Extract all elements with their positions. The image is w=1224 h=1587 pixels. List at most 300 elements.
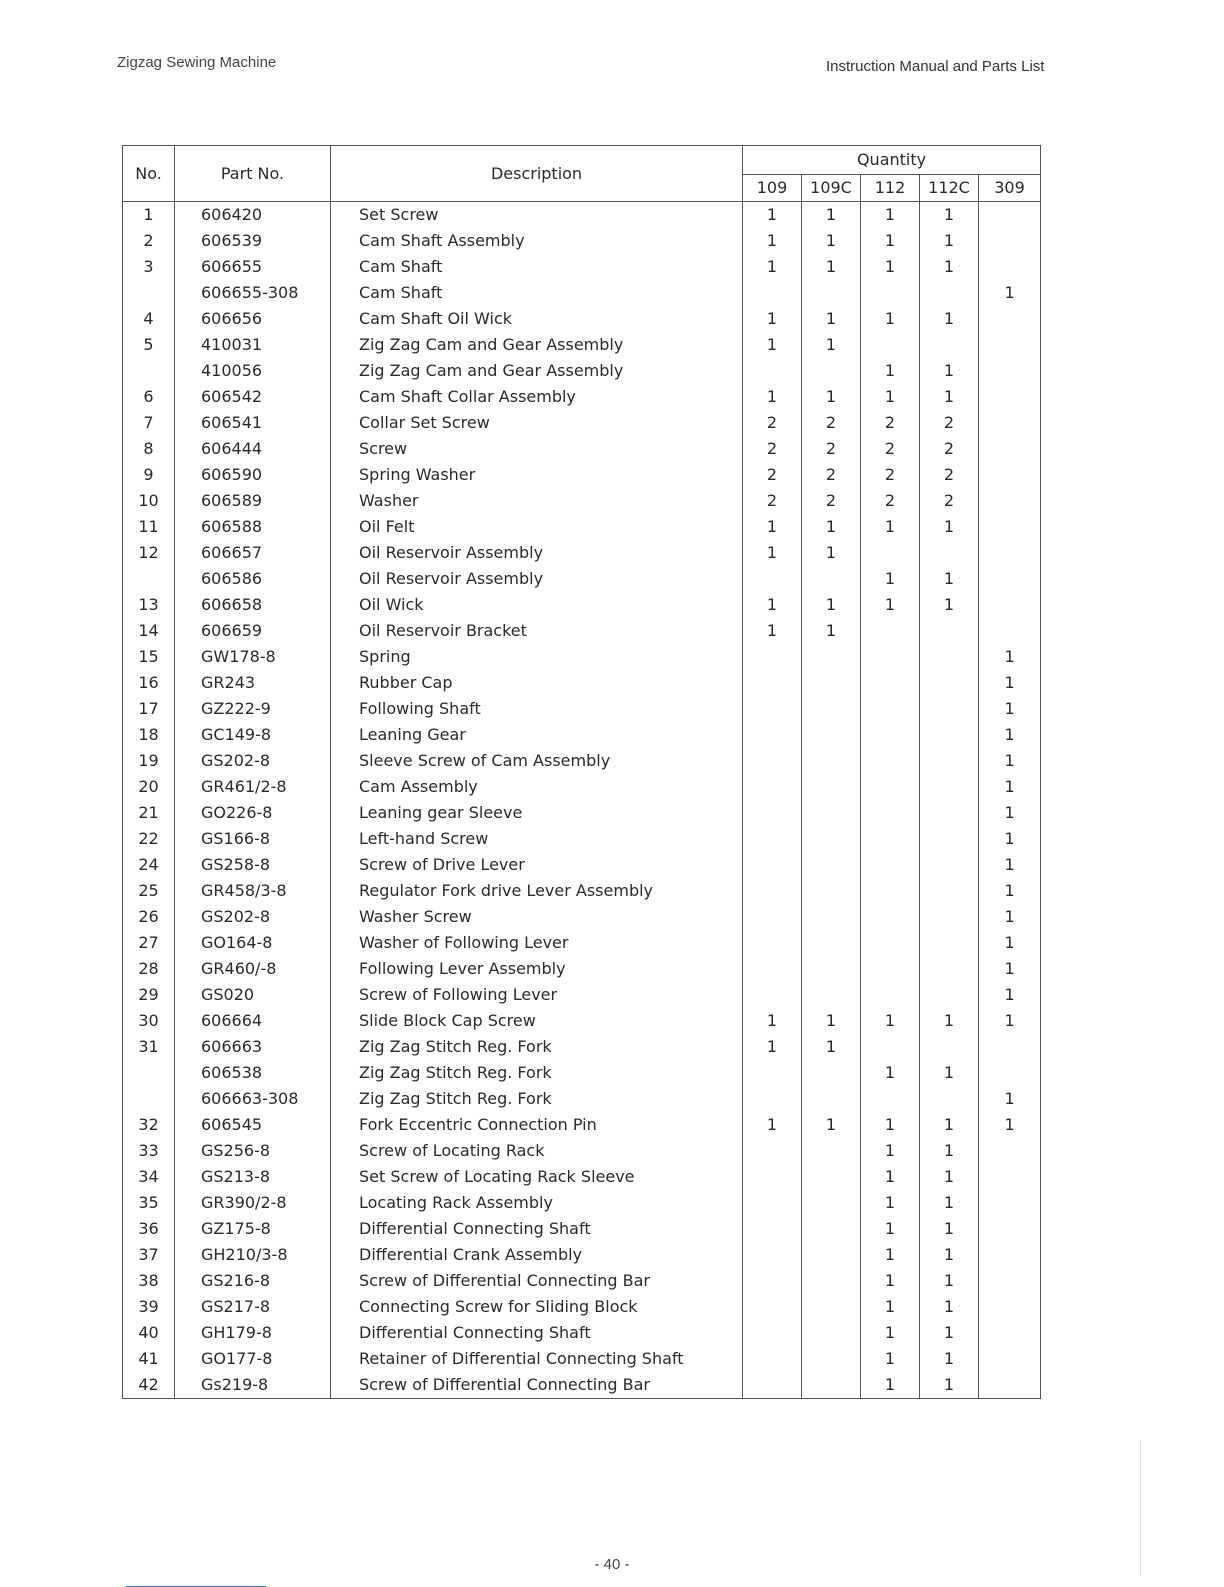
table-row (123, 410, 1041, 436)
quantity-cell: 1 (743, 332, 802, 358)
quantity-cell (743, 774, 802, 800)
quantity-cell (802, 1268, 861, 1294)
quantity-cell: 1 (743, 618, 802, 644)
quantity-cell: 2 (861, 462, 920, 488)
quantity-cell: 1 (979, 696, 1041, 722)
quantity-cell (920, 930, 979, 956)
quantity-cell: 1 (920, 1060, 979, 1086)
part-description: Zig Zag Cam and Gear Assembly (331, 332, 743, 358)
quantity-cell: 2 (920, 488, 979, 514)
quantity-cell: 1 (743, 254, 802, 280)
table-row (123, 332, 1041, 358)
quantity-cell: 1 (861, 514, 920, 540)
part-description: Leaning gear Sleeve (331, 800, 743, 826)
part-number: GS213-8 (175, 1164, 331, 1190)
quantity-cell: 1 (802, 514, 861, 540)
quantity-cell: 1 (743, 540, 802, 566)
table-row (123, 748, 1041, 774)
quantity-cell: 1 (861, 254, 920, 280)
part-number: Gs219-8 (175, 1372, 331, 1399)
quantity-cell (743, 800, 802, 826)
row-number: 26 (123, 904, 175, 930)
quantity-cell (979, 1060, 1041, 1086)
table-row (123, 1190, 1041, 1216)
part-description: Cam Shaft Collar Assembly (331, 384, 743, 410)
table-row (123, 540, 1041, 566)
quantity-cell: 1 (861, 228, 920, 254)
part-description: Cam Shaft Oil Wick (331, 306, 743, 332)
part-number: GO226-8 (175, 800, 331, 826)
quantity-cell: 1 (920, 566, 979, 592)
row-number: 24 (123, 852, 175, 878)
quantity-cell (861, 982, 920, 1008)
table-row (123, 254, 1041, 280)
quantity-cell (979, 566, 1041, 592)
part-description: Left-hand Screw (331, 826, 743, 852)
quantity-cell (743, 1346, 802, 1372)
quantity-cell: 1 (743, 592, 802, 618)
quantity-cell (802, 1294, 861, 1320)
quantity-cell: 1 (979, 800, 1041, 826)
quantity-cell: 1 (979, 644, 1041, 670)
quantity-cell (861, 1034, 920, 1060)
quantity-cell (920, 618, 979, 644)
row-number (123, 1060, 175, 1086)
row-number: 4 (123, 306, 175, 332)
quantity-cell: 1 (861, 358, 920, 384)
quantity-cell: 1 (743, 306, 802, 332)
quantity-cell: 1 (861, 1320, 920, 1346)
table-row (123, 202, 1041, 229)
table-row (123, 878, 1041, 904)
row-number: 6 (123, 384, 175, 410)
table-row (123, 566, 1041, 592)
quantity-cell (920, 696, 979, 722)
part-number: GR461/2-8 (175, 774, 331, 800)
quantity-cell (861, 930, 920, 956)
quantity-cell: 1 (802, 384, 861, 410)
quantity-cell: 1 (920, 254, 979, 280)
quantity-cell (802, 722, 861, 748)
quantity-cell: 1 (861, 1216, 920, 1242)
part-description: Differential Crank Assembly (331, 1242, 743, 1268)
row-number: 34 (123, 1164, 175, 1190)
quantity-cell (743, 1242, 802, 1268)
row-number: 9 (123, 462, 175, 488)
quantity-cell (743, 826, 802, 852)
row-number: 14 (123, 618, 175, 644)
quantity-cell: 1 (920, 1190, 979, 1216)
table-row (123, 904, 1041, 930)
table-row (123, 852, 1041, 878)
quantity-cell: 1 (920, 514, 979, 540)
part-number: 606542 (175, 384, 331, 410)
part-number: 606545 (175, 1112, 331, 1138)
table-row (123, 930, 1041, 956)
quantity-cell: 1 (743, 1008, 802, 1034)
part-description: Zig Zag Stitch Reg. Fork (331, 1086, 743, 1112)
quantity-cell (743, 1268, 802, 1294)
quantity-cell (979, 1294, 1041, 1320)
quantity-cell (743, 852, 802, 878)
quantity-cell: 1 (920, 1138, 979, 1164)
part-number: GS166-8 (175, 826, 331, 852)
table-row (123, 956, 1041, 982)
quantity-cell (979, 410, 1041, 436)
quantity-cell (802, 800, 861, 826)
part-description: Differential Connecting Shaft (331, 1216, 743, 1242)
quantity-cell: 1 (979, 852, 1041, 878)
part-description: Screw (331, 436, 743, 462)
quantity-cell (743, 878, 802, 904)
scan-edge-mark (1140, 1440, 1141, 1575)
table-row (123, 1138, 1041, 1164)
quantity-cell: 1 (920, 1268, 979, 1294)
col-header-no: No. (123, 146, 175, 202)
row-number: 20 (123, 774, 175, 800)
table-row (123, 618, 1041, 644)
quantity-cell: 1 (861, 306, 920, 332)
part-number: 410056 (175, 358, 331, 384)
quantity-cell (979, 306, 1041, 332)
header-right-title: Instruction Manual and Parts List (826, 58, 1045, 75)
quantity-cell (802, 982, 861, 1008)
quantity-cell: 1 (802, 332, 861, 358)
quantity-cell (979, 1346, 1041, 1372)
quantity-cell (920, 280, 979, 306)
parts-table-body (123, 202, 1041, 1399)
quantity-cell: 1 (861, 1242, 920, 1268)
part-description: Leaning Gear (331, 722, 743, 748)
quantity-cell (920, 670, 979, 696)
table-row (123, 1164, 1041, 1190)
quantity-cell (802, 696, 861, 722)
quantity-cell (802, 280, 861, 306)
quantity-cell (743, 722, 802, 748)
part-description: Following Lever Assembly (331, 956, 743, 982)
row-number (123, 566, 175, 592)
quantity-cell (743, 1138, 802, 1164)
part-number: GS216-8 (175, 1268, 331, 1294)
col-header-model: 112C (920, 175, 979, 202)
part-number: 606541 (175, 410, 331, 436)
quantity-cell (743, 1320, 802, 1346)
quantity-cell: 1 (743, 1112, 802, 1138)
quantity-cell (743, 1372, 802, 1399)
table-row (123, 1112, 1041, 1138)
table-row (123, 1294, 1041, 1320)
table-row (123, 1242, 1041, 1268)
part-number: GR460/-8 (175, 956, 331, 982)
quantity-cell (743, 280, 802, 306)
quantity-cell (979, 514, 1041, 540)
quantity-cell (802, 566, 861, 592)
quantity-cell: 1 (979, 1008, 1041, 1034)
quantity-cell: 1 (920, 1242, 979, 1268)
row-number: 3 (123, 254, 175, 280)
table-row (123, 436, 1041, 462)
row-number: 42 (123, 1372, 175, 1399)
table-row (123, 592, 1041, 618)
part-number: GS202-8 (175, 748, 331, 774)
quantity-cell (861, 774, 920, 800)
part-description: Screw of Differential Connecting Bar (331, 1268, 743, 1294)
quantity-cell (979, 436, 1041, 462)
quantity-cell (979, 592, 1041, 618)
quantity-cell: 1 (802, 1008, 861, 1034)
row-number: 21 (123, 800, 175, 826)
quantity-cell: 2 (743, 488, 802, 514)
quantity-cell (802, 904, 861, 930)
part-description: Washer Screw (331, 904, 743, 930)
quantity-cell (743, 1086, 802, 1112)
part-number: GW178-8 (175, 644, 331, 670)
row-number: 8 (123, 436, 175, 462)
quantity-cell (802, 852, 861, 878)
quantity-cell (979, 1320, 1041, 1346)
quantity-cell: 1 (861, 1164, 920, 1190)
row-number: 29 (123, 982, 175, 1008)
quantity-cell (979, 1164, 1041, 1190)
col-header-description: Description (331, 146, 743, 202)
row-number: 37 (123, 1242, 175, 1268)
quantity-cell: 1 (920, 358, 979, 384)
row-number: 41 (123, 1346, 175, 1372)
quantity-cell: 2 (920, 436, 979, 462)
quantity-cell (920, 956, 979, 982)
table-row (123, 1320, 1041, 1346)
part-description: Cam Assembly (331, 774, 743, 800)
quantity-cell (920, 982, 979, 1008)
row-number: 32 (123, 1112, 175, 1138)
part-description: Oil Reservoir Bracket (331, 618, 743, 644)
table-row (123, 722, 1041, 748)
table-row (123, 384, 1041, 410)
row-number: 15 (123, 644, 175, 670)
col-header-model: 309 (979, 175, 1041, 202)
quantity-cell: 1 (979, 280, 1041, 306)
quantity-cell: 1 (743, 514, 802, 540)
quantity-cell (979, 1216, 1041, 1242)
row-number: 19 (123, 748, 175, 774)
part-number: GS217-8 (175, 1294, 331, 1320)
quantity-cell (920, 722, 979, 748)
part-number: 606590 (175, 462, 331, 488)
quantity-cell: 1 (920, 1216, 979, 1242)
quantity-cell (920, 800, 979, 826)
quantity-cell: 2 (743, 410, 802, 436)
quantity-cell: 1 (979, 982, 1041, 1008)
part-description: Cam Shaft (331, 254, 743, 280)
part-number: 606659 (175, 618, 331, 644)
row-number: 2 (123, 228, 175, 254)
table-row (123, 800, 1041, 826)
quantity-cell (802, 930, 861, 956)
quantity-cell (861, 332, 920, 358)
part-description: Collar Set Screw (331, 410, 743, 436)
part-description: Cam Shaft (331, 280, 743, 306)
quantity-cell (920, 904, 979, 930)
quantity-cell (802, 1216, 861, 1242)
quantity-cell: 1 (743, 1034, 802, 1060)
quantity-cell: 1 (861, 1060, 920, 1086)
part-number: 606663 (175, 1034, 331, 1060)
row-number: 38 (123, 1268, 175, 1294)
quantity-cell (802, 644, 861, 670)
col-header-quantity: Quantity (743, 146, 1041, 175)
part-number: 606658 (175, 592, 331, 618)
part-description: Set Screw (331, 202, 743, 229)
quantity-cell: 1 (861, 592, 920, 618)
quantity-cell (802, 358, 861, 384)
parts-list-table (122, 145, 1041, 1399)
quantity-cell (861, 540, 920, 566)
quantity-cell: 2 (920, 410, 979, 436)
quantity-cell: 1 (861, 1008, 920, 1034)
quantity-cell: 1 (743, 228, 802, 254)
row-number: 5 (123, 332, 175, 358)
part-description: Oil Reservoir Assembly (331, 566, 743, 592)
quantity-cell (802, 1346, 861, 1372)
quantity-cell (979, 254, 1041, 280)
quantity-cell (802, 1060, 861, 1086)
table-row (123, 1008, 1041, 1034)
row-number: 13 (123, 592, 175, 618)
part-number: GS202-8 (175, 904, 331, 930)
quantity-cell (743, 982, 802, 1008)
quantity-cell (920, 644, 979, 670)
col-header-model: 109C (802, 175, 861, 202)
quantity-cell (802, 1164, 861, 1190)
part-description: Screw of Differential Connecting Bar (331, 1372, 743, 1399)
quantity-cell: 1 (979, 722, 1041, 748)
part-number: 606655-308 (175, 280, 331, 306)
quantity-cell (920, 852, 979, 878)
quantity-cell (802, 1372, 861, 1399)
part-number: 606656 (175, 306, 331, 332)
table-row (123, 670, 1041, 696)
quantity-cell: 1 (861, 202, 920, 229)
quantity-cell (743, 644, 802, 670)
part-description: Locating Rack Assembly (331, 1190, 743, 1216)
part-description: Following Shaft (331, 696, 743, 722)
quantity-cell: 1 (920, 592, 979, 618)
part-description: Fork Eccentric Connection Pin (331, 1112, 743, 1138)
quantity-cell: 2 (802, 410, 861, 436)
table-row (123, 982, 1041, 1008)
quantity-cell: 1 (861, 1346, 920, 1372)
quantity-cell (979, 1138, 1041, 1164)
part-description: Screw of Following Lever (331, 982, 743, 1008)
part-description: Sleeve Screw of Cam Assembly (331, 748, 743, 774)
quantity-cell: 1 (920, 1112, 979, 1138)
part-number: 410031 (175, 332, 331, 358)
part-description: Connecting Screw for Sliding Block (331, 1294, 743, 1320)
row-number: 16 (123, 670, 175, 696)
quantity-cell: 1 (802, 1112, 861, 1138)
quantity-cell (979, 1372, 1041, 1399)
quantity-cell (743, 904, 802, 930)
table-row (123, 1346, 1041, 1372)
quantity-cell (861, 1086, 920, 1112)
quantity-cell (979, 332, 1041, 358)
part-description: Zig Zag Stitch Reg. Fork (331, 1034, 743, 1060)
quantity-cell: 1 (861, 1112, 920, 1138)
quantity-cell (743, 748, 802, 774)
quantity-cell (802, 1190, 861, 1216)
col-header-model: 112 (861, 175, 920, 202)
quantity-cell: 1 (861, 1294, 920, 1320)
quantity-cell (920, 1086, 979, 1112)
table-row (123, 1268, 1041, 1294)
table-row (123, 280, 1041, 306)
quantity-cell: 1 (920, 228, 979, 254)
table-row (123, 358, 1041, 384)
row-number (123, 1086, 175, 1112)
quantity-cell (979, 358, 1041, 384)
quantity-cell: 1 (743, 202, 802, 229)
quantity-cell (802, 1320, 861, 1346)
row-number: 12 (123, 540, 175, 566)
part-description: Cam Shaft Assembly (331, 228, 743, 254)
part-description: Oil Wick (331, 592, 743, 618)
part-description: Differential Connecting Shaft (331, 1320, 743, 1346)
quantity-cell: 1 (802, 202, 861, 229)
quantity-cell: 1 (920, 1294, 979, 1320)
quantity-cell (861, 644, 920, 670)
quantity-cell: 1 (802, 254, 861, 280)
part-description: Slide Block Cap Screw (331, 1008, 743, 1034)
quantity-cell (743, 1060, 802, 1086)
quantity-cell (920, 748, 979, 774)
table-row (123, 1216, 1041, 1242)
part-description: Washer of Following Lever (331, 930, 743, 956)
table-row (123, 228, 1041, 254)
quantity-cell: 1 (920, 1346, 979, 1372)
quantity-cell: 1 (861, 1372, 920, 1399)
quantity-cell (861, 670, 920, 696)
quantity-cell: 1 (802, 618, 861, 644)
row-number: 33 (123, 1138, 175, 1164)
part-number: GH179-8 (175, 1320, 331, 1346)
quantity-cell: 1 (979, 1112, 1041, 1138)
quantity-cell (920, 540, 979, 566)
quantity-cell (743, 696, 802, 722)
part-description: Screw of Locating Rack (331, 1138, 743, 1164)
row-number: 36 (123, 1216, 175, 1242)
quantity-cell (920, 1034, 979, 1060)
part-description: Zig Zag Cam and Gear Assembly (331, 358, 743, 384)
part-number: GH210/3-8 (175, 1242, 331, 1268)
quantity-cell (920, 332, 979, 358)
part-number: 606538 (175, 1060, 331, 1086)
table-row (123, 462, 1041, 488)
part-number: 606589 (175, 488, 331, 514)
part-number: GZ222-9 (175, 696, 331, 722)
row-number: 11 (123, 514, 175, 540)
quantity-cell (979, 1268, 1041, 1294)
row-number (123, 280, 175, 306)
table-row (123, 1372, 1041, 1399)
row-number: 39 (123, 1294, 175, 1320)
row-number: 17 (123, 696, 175, 722)
table-row (123, 644, 1041, 670)
row-number (123, 358, 175, 384)
quantity-cell: 1 (979, 956, 1041, 982)
quantity-cell (802, 1242, 861, 1268)
quantity-cell (861, 800, 920, 826)
part-number: 606664 (175, 1008, 331, 1034)
